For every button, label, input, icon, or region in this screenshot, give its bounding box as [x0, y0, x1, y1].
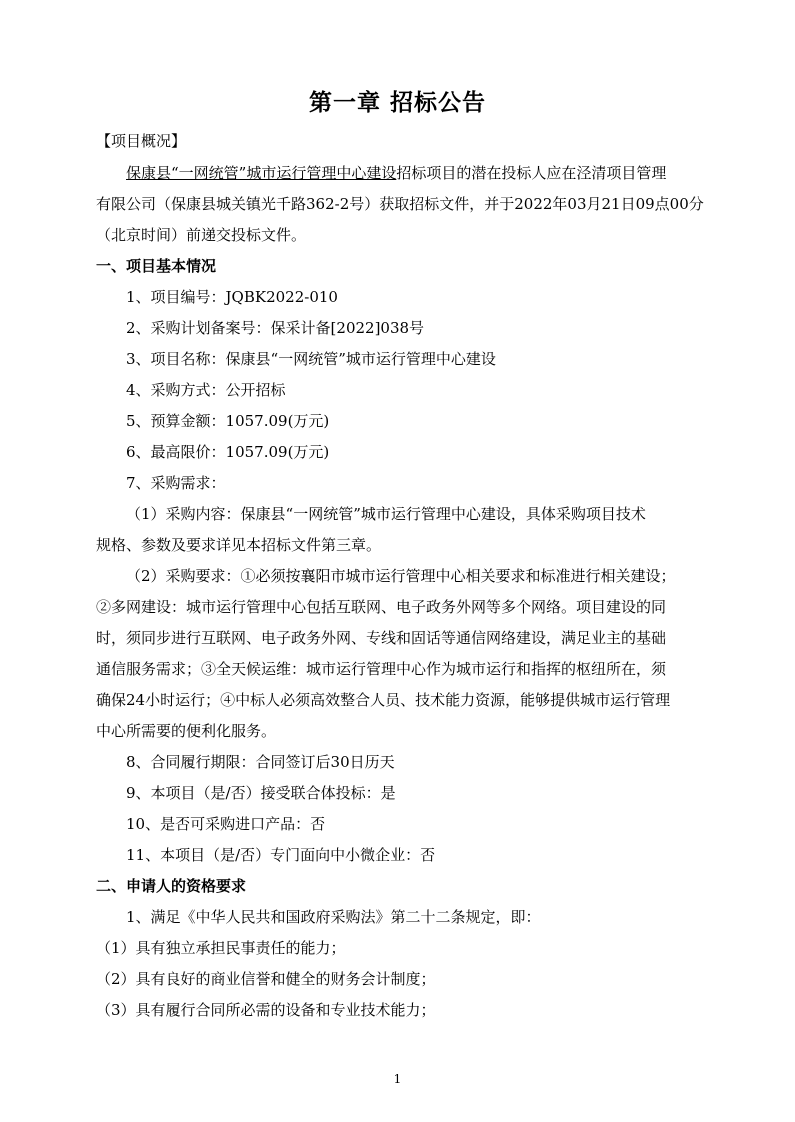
item-procurement-needs: 7、采购需求： [126, 474, 226, 492]
qualification-condition-2: （2）具有良好的商业信誉和健全的财务会计制度； [96, 970, 436, 988]
item-sme-only: 11、本项目（是/否）专门面向中小微企业：否 [126, 846, 436, 864]
overview-line-1 [126, 162, 736, 184]
qualification-intro: 1、满足《中华人民共和国政府采购法》第二十二条规定，即： [126, 908, 541, 926]
req2-line-1: （2）采购要求：①必须按襄阳市城市运行管理中心相关要求和标准进行相关建设； [126, 567, 676, 585]
req2-line-4: 通信服务需求；③全天候运维：城市运行管理中心作为城市运行和指挥的枢纽所在，须 [96, 660, 667, 678]
overview-line-3: （北京时间）前递交投标文件。 [96, 226, 307, 244]
section-2-heading: 二、申请人的资格要求 [96, 877, 247, 895]
item-procurement-method: 4、采购方式：公开招标 [126, 381, 286, 399]
item-budget: 5、预算金额：1057.09(万元) [126, 412, 330, 430]
req1-line-1: （1）采购内容：保康县“一网统管”城市运行管理中心建设，具体采购项目技术 [126, 505, 646, 523]
req2-line-5: 确保24小时运行；④中标人必须高效整合人员、技术能力资源，能够提供城市运行管理 [96, 691, 671, 709]
chapter-title: 第一章 招标公告 [308, 90, 486, 116]
item-project-number: 1、项目编号：JQBK2022-010 [126, 288, 338, 306]
item-consortium: 9、本项目（是/否）接受联合体投标：是 [126, 784, 396, 802]
req2-line-6: 中心所需要的便利化服务。 [96, 722, 277, 740]
project-name-link: 保康县“一网统管”城市运行管理中心建设 [126, 164, 397, 182]
item-contract-period: 8、合同履行期限：合同签订后30日历天 [126, 753, 395, 771]
qualification-condition-3: （3）具有履行合同所必需的设备和专业技术能力； [96, 1001, 436, 1019]
item-imported-products: 10、是否可采购进口产品：否 [126, 815, 326, 833]
req2-line-2: ②多网建设：城市运行管理中心包括互联网、电子政务外网等多个网络。项目建设的同 [96, 598, 667, 616]
item-project-name: 3、项目名称：保康县“一网统管”城市运行管理中心建设 [126, 350, 496, 368]
item-max-price: 6、最高限价：1057.09(万元) [126, 443, 330, 461]
overview-heading: 【项目概况】 [96, 132, 187, 150]
overview-line-1-rest: 招标项目的潜在投标人应在泾清项目管理 [396, 164, 667, 182]
req2-line-3: 时，须同步进行互联网、电子政务外网、专线和固话等通信网络建设，满足业主的基础 [96, 629, 667, 647]
req1-line-2: 规格、参数及要求详见本招标文件第三章。 [96, 536, 382, 554]
qualification-condition-1: （1）具有独立承担民事责任的能力； [96, 939, 346, 957]
item-plan-record-number: 2、采购计划备案号：保采计备[2022]038号 [126, 319, 425, 337]
page-number: 1 [393, 1072, 402, 1086]
overview-line-2: 有限公司（保康县城关镇光千路362-2号）获取招标文件，并于2022年03月21日09点00分 [96, 195, 704, 213]
section-1-heading: 一、项目基本情况 [96, 257, 217, 275]
